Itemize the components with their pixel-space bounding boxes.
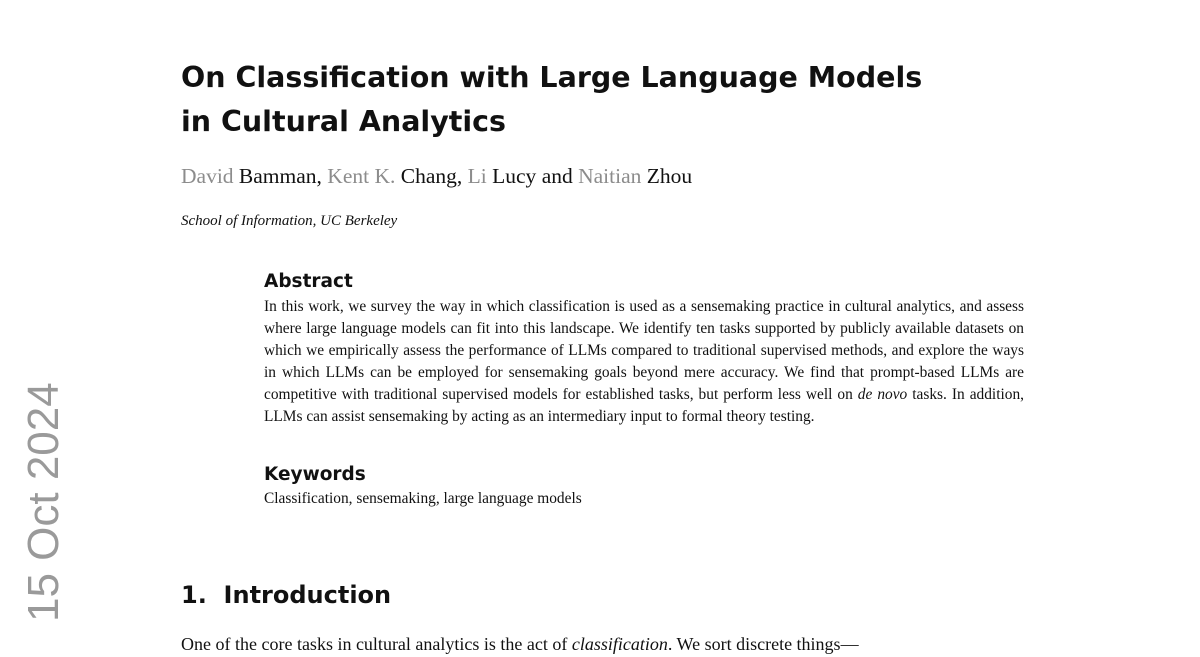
intro-emphasis: classification	[571, 634, 668, 654]
author-family-name: Lucy	[492, 164, 537, 188]
author	[181, 164, 317, 188]
author-separator: ,	[316, 164, 328, 188]
affiliation: School of Information, UC Berkeley	[181, 213, 398, 229]
author-given-name: David	[181, 164, 234, 188]
author-given-name: Naitian	[578, 164, 642, 188]
author-given-name: Li	[467, 164, 487, 188]
keywords-text: Classification, sensemaking, large language models	[264, 490, 582, 507]
title-line-2: in Cultural Analytics	[181, 105, 507, 138]
paper-title	[181, 56, 1001, 144]
title-line-1: On Classification with Large Language Models	[181, 61, 923, 94]
intro-text-part-1: One of the core tasks in cultural analytics is the act of	[181, 634, 572, 654]
author-family-name: Bamman	[238, 164, 317, 188]
abstract-section	[264, 270, 1024, 427]
keywords-heading: Keywords	[264, 464, 366, 485]
author	[327, 164, 457, 188]
section-number: 1.	[181, 581, 207, 609]
author-given-name: Kent K.	[327, 164, 396, 188]
section-title: Introduction	[223, 581, 392, 609]
intro-text-part-2: . We sort discrete things—	[667, 634, 859, 654]
introduction-text	[181, 631, 1026, 657]
author-separator: and	[536, 164, 579, 188]
abstract-heading: Abstract	[264, 271, 353, 292]
abstract-text	[264, 296, 1024, 427]
author	[468, 164, 537, 188]
abstract-text-part-1: In this work, we survey the way in which classification is used as a sensemaking practice in cultural analytics, and assess where large language models can fit into this landscape. We identify ten tasks supported by publicly available datasets on which we empirically assess the performance of LLMs compared to traditional supervised methods, and explore the ways in which LLMs can be employed for sensemaking goals beyond mere accuracy. We find that prompt-based LLMs are competitive with traditional supervised models for established tasks, but perform less well on	[264, 298, 1024, 403]
side-date-stamp: 15 Oct 2024	[19, 382, 68, 622]
author	[578, 164, 692, 188]
abstract-emphasis: de novo	[857, 385, 908, 403]
author-separator: ,	[456, 164, 468, 188]
keywords-section	[264, 463, 1024, 510]
abstract-text-part-2: tasks. In addition, LLMs can assist sensemaking by acting as an intermediary input to formal theory testing.	[264, 385, 1025, 425]
author-list	[181, 162, 692, 190]
introduction-heading	[181, 578, 391, 612]
author-family-name: Zhou	[646, 164, 693, 188]
author-family-name: Chang	[400, 164, 457, 188]
